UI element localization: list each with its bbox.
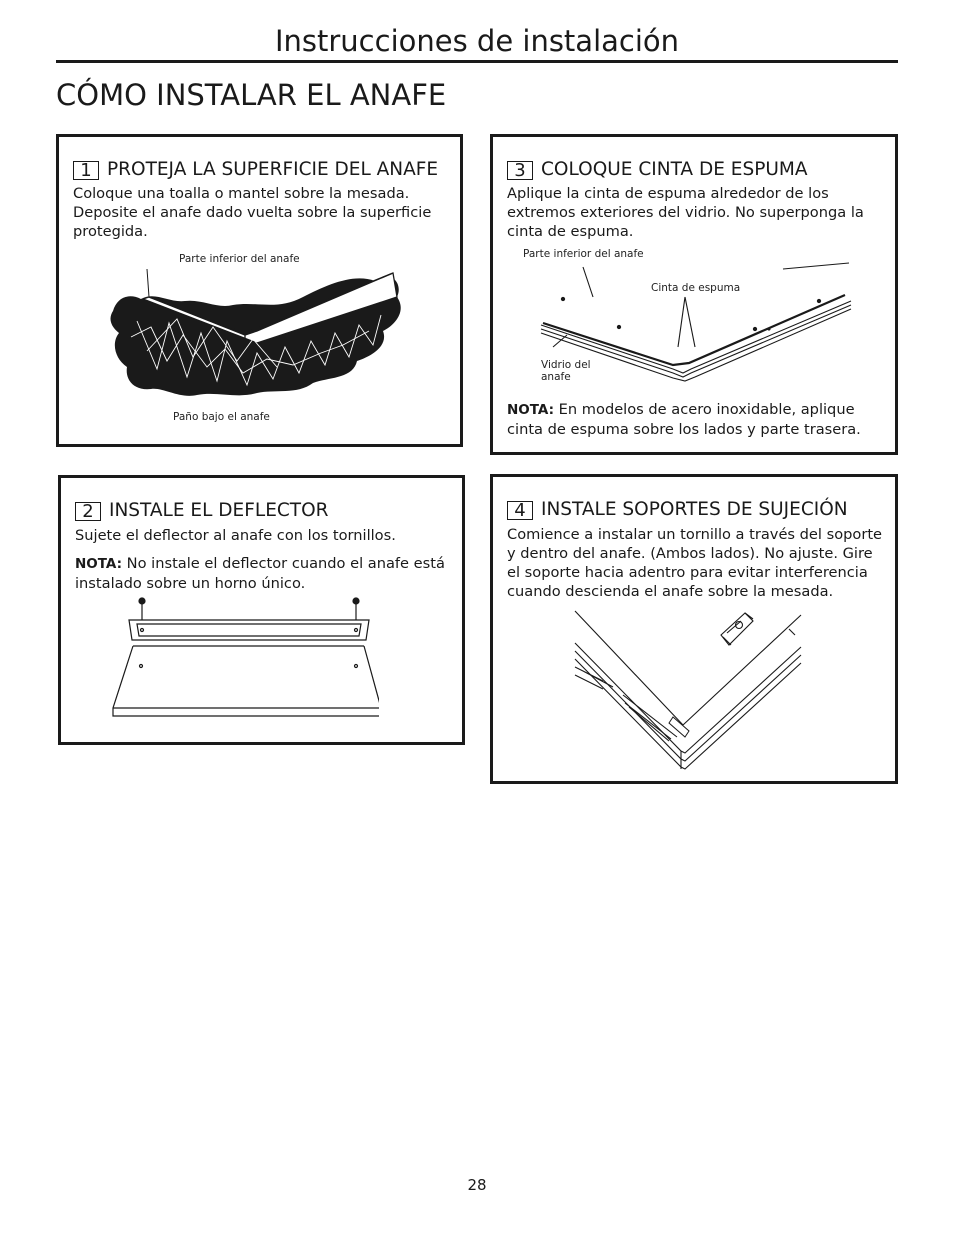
step-2-title: INSTALE EL DEFLECTOR — [109, 500, 329, 521]
step-1-illustration — [107, 261, 407, 401]
step-2-number: 2 — [75, 502, 101, 521]
step-3-label-glass: Vidrio del anafe — [541, 359, 591, 383]
step-4-heading — [507, 499, 848, 521]
header-rule — [56, 60, 898, 63]
step-3-title: COLOQUE CINTA DE ESPUMA — [541, 159, 808, 180]
step-1-number: 1 — [73, 161, 99, 180]
section-title: CÓMO INSTALAR EL ANAFE — [56, 78, 447, 112]
step-3-note — [507, 400, 891, 439]
step-2-heading — [75, 500, 329, 522]
step-4-text: Comience a instalar un tornillo a través del soporte y dentro del anafe. (Ambos lados). No ajuste. Gire el soporte hacia adentro para evitar interferencia cuando descienda el anafe sobre la mesada. — [507, 526, 883, 600]
step-4-panel — [490, 474, 898, 784]
step-3-text: Aplique la cinta de espuma alrededor de los extremos exteriores del vidrio. No superponga la cinta de espuma. — [507, 185, 864, 240]
step-2-illustration — [109, 596, 379, 722]
step-2-panel — [58, 475, 465, 745]
step-2-text: Sujete el deflector al anafe con los tornillos. — [75, 527, 396, 544]
step-3-label-bottom-of-cooktop: Parte inferior del anafe — [523, 248, 644, 260]
step-1-label-cloth: Paño bajo el anafe — [173, 411, 270, 423]
step-1-text: Coloque una toalla o mantel sobre la mesada. Deposite el anafe dado vuelta sobre la superficie protegida. — [73, 185, 432, 240]
step-1-title: PROTEJA LA SUPERFICIE DEL ANAFE — [107, 159, 439, 180]
step-3-number: 3 — [507, 161, 533, 180]
step-1-heading — [73, 159, 438, 181]
step-1-label-bottom-of-cooktop: Parte inferior del anafe — [179, 253, 300, 265]
step-4-number: 4 — [507, 501, 533, 520]
step-3-panel — [490, 134, 898, 455]
step-3-label-foam-tape: Cinta de espuma — [651, 282, 741, 294]
step-1-panel — [56, 134, 463, 447]
step-4-title: INSTALE SOPORTES DE SUJECIÓN — [541, 499, 848, 520]
step-2-note — [75, 554, 455, 593]
step-4-illustration — [573, 607, 803, 777]
page-header-title: Instrucciones de instalación — [274, 24, 680, 58]
step-3-note-text: En modelos de acero inoxidable, aplique cinta de espuma sobre los lados y parte trasera. — [507, 401, 861, 438]
step-2-note-label: NOTA: — [75, 556, 123, 572]
step-2-note-text: No instale el deflector cuando el anafe está instalado sobre un horno único. — [75, 555, 445, 592]
step-3-note-label: NOTA: — [507, 402, 555, 418]
step-3-heading — [507, 159, 808, 181]
page-number: 28 — [467, 1176, 487, 1194]
step-3-illustration — [533, 257, 863, 387]
